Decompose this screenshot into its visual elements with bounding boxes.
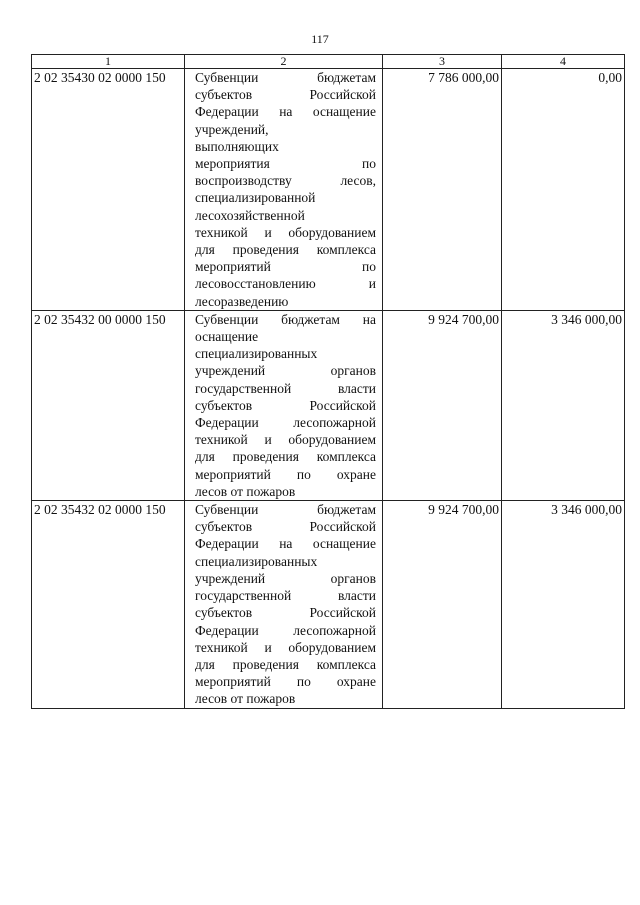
column-header-1: 1: [32, 55, 185, 69]
budget-table: [31, 54, 625, 709]
description-line: Федерации на оснащение: [195, 104, 376, 120]
description-line: техникой и оборудованием: [195, 639, 376, 655]
description-line: субъектов Российской: [195, 519, 376, 535]
description-line: Федерации лесопожарной: [195, 415, 376, 431]
description-line: оснащение: [195, 329, 259, 345]
amount-col3: 9 924 700,00: [383, 501, 502, 708]
description-line: Федерации на оснащение: [195, 536, 376, 552]
page-number: 117: [311, 32, 329, 46]
column-header-3: 3: [383, 55, 502, 69]
description-line: для проведения комплекса: [195, 449, 376, 465]
table-row: [32, 310, 625, 500]
description-line: Субвенции бюджетам на: [195, 311, 376, 327]
description-cell: [185, 69, 383, 311]
amount-col4: 3 346 000,00: [502, 501, 625, 708]
description-line: лесов от пожаров: [195, 691, 296, 707]
description-line: для проведения комплекса: [195, 242, 376, 258]
table-row: [32, 501, 625, 708]
description-line: воспроизводству лесов,: [195, 173, 376, 189]
amount-col3: 9 924 700,00: [383, 310, 502, 500]
description-line: учреждений,: [195, 121, 269, 137]
description-line: лесоразведению: [195, 293, 289, 309]
column-header-2: 2: [185, 55, 383, 69]
description-line: лесов от пожаров: [195, 483, 296, 499]
description-line: специализированных: [195, 553, 318, 569]
description-line: мероприятий по: [195, 259, 376, 275]
budget-code: 2 02 35432 00 0000 150: [32, 310, 185, 500]
description-cell: [185, 501, 383, 708]
description-line: государственной власти: [195, 588, 376, 604]
description-line: выполняющих: [195, 138, 279, 154]
description-line: для проведения комплекса: [195, 656, 376, 672]
description-line: Субвенции бюджетам: [195, 70, 376, 85]
description-line: субъектов Российской: [195, 87, 376, 103]
description-line: государственной власти: [195, 380, 376, 396]
amount-col4: 3 346 000,00: [502, 310, 625, 500]
description-line: учреждений органов: [195, 363, 376, 379]
description-cell: [185, 310, 383, 500]
description-line: техникой и оборудованием: [195, 224, 376, 240]
description-line: специализированных: [195, 346, 318, 362]
description-line: Федерации лесопожарной: [195, 622, 376, 638]
budget-code: 2 02 35430 02 0000 150: [32, 69, 185, 311]
description-line: учреждений органов: [195, 570, 376, 586]
description-line: субъектов Российской: [195, 397, 376, 413]
description-line: мероприятий по охране: [195, 466, 376, 482]
description-line: мероприятия по: [195, 156, 376, 172]
description-line: мероприятий по охране: [195, 674, 376, 690]
description-line: специализированной: [195, 190, 316, 206]
amount-col4: 0,00: [502, 69, 625, 311]
header-row: [32, 55, 625, 69]
description-line: техникой и оборудованием: [195, 432, 376, 448]
table-row: [32, 69, 625, 311]
description-line: лесохозяйственной: [195, 207, 305, 223]
budget-code: 2 02 35432 02 0000 150: [32, 501, 185, 708]
description-line: субъектов Российской: [195, 605, 376, 621]
amount-col3: 7 786 000,00: [383, 69, 502, 311]
description-line: Субвенции бюджетам: [195, 502, 376, 518]
column-header-4: 4: [502, 55, 625, 69]
description-line: лесовосстановлению и: [195, 276, 376, 292]
